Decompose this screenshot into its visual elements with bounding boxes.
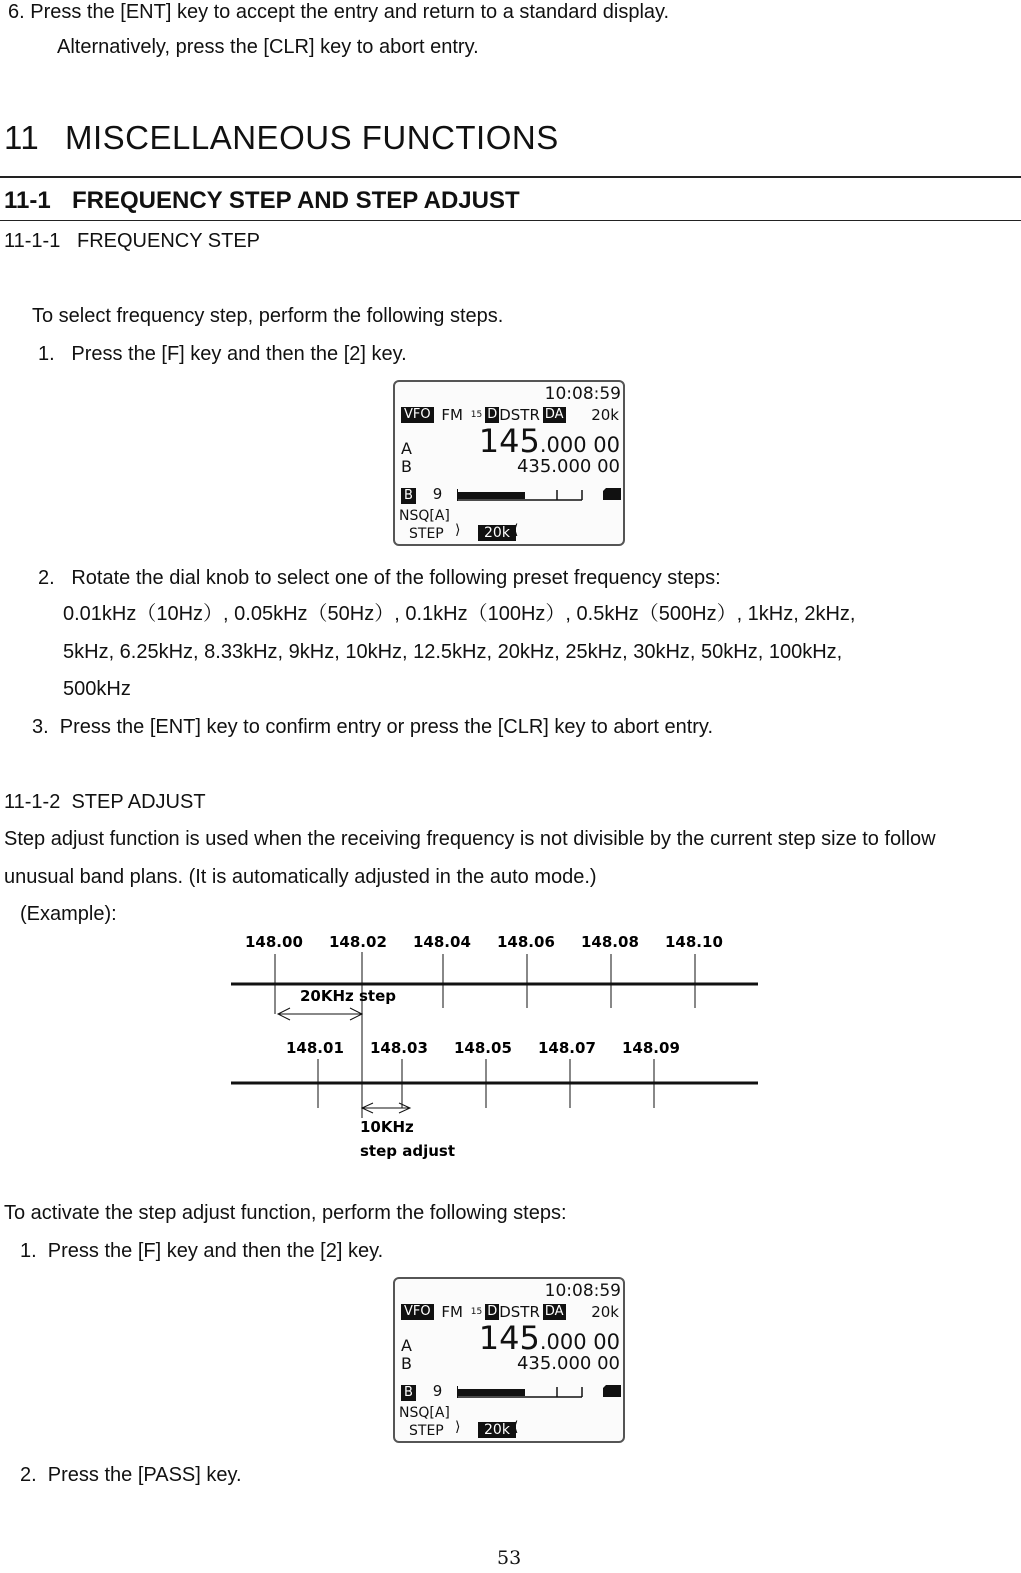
bottom-freq-label: 148.07	[538, 1039, 596, 1057]
s-meter-bar	[457, 488, 587, 502]
b-badge: B	[401, 1385, 416, 1401]
example-label: (Example):	[20, 903, 117, 925]
activate-step2: 2. Press the [PASS] key.	[20, 1464, 242, 1486]
freq-b: 435.000 00	[516, 456, 620, 477]
adjust-label-1: 10KHz	[360, 1118, 414, 1136]
s-meter-bar	[457, 1385, 587, 1399]
arrow-right-icon: ⟨	[513, 1419, 519, 1435]
sub-15: 15	[470, 1306, 483, 1317]
band-labels	[401, 440, 412, 476]
bottom-freq-label: 148.03	[370, 1039, 428, 1057]
battery-icon	[603, 1385, 621, 1397]
arrow-left-icon: ⟩	[455, 522, 461, 538]
nsq-label: NSQ[A]	[399, 1405, 450, 1421]
freq-a-dec: .000 00	[539, 433, 620, 457]
signal-value: 9	[432, 485, 443, 503]
top-freq-label: 148.02	[329, 933, 387, 951]
freq-step-2: 2. Rotate the dial knob to select one of the following preset frequency steps:	[38, 567, 721, 589]
freq-step-3: 3. Press the [ENT] key to confirm entry or press the [CLR] key to abort entry.	[32, 716, 713, 738]
intro-step6: 6. Press the [ENT] key to accept the entry and return to a standard display.	[8, 1, 670, 23]
label-a: A	[401, 1336, 412, 1355]
subsection-title: FREQUENCY STEP AND STEP ADJUST	[72, 187, 520, 214]
vfo-badge: VFO	[401, 1304, 434, 1320]
arrow-left-icon: ⟩	[455, 1419, 461, 1435]
freq-a-main: 145	[478, 1319, 540, 1357]
mode-label: FM	[441, 405, 463, 424]
section-number: 11	[4, 119, 40, 156]
top-freq-label: 148.00	[245, 933, 303, 951]
b-row	[401, 1382, 442, 1401]
top-freq-label: 148.04	[413, 933, 471, 951]
subsection-rule	[0, 220, 1021, 221]
step-list-line2: 5kHz, 6.25kHz, 8.33kHz, 9kHz, 10kHz, 12.5kHz, 20kHz, 25kHz, 30kHz, 50kHz, 100kHz,	[63, 641, 843, 663]
section-title: MISCELLANEOUS FUNCTIONS	[65, 119, 559, 156]
bottom-freq-label: 148.09	[622, 1039, 680, 1057]
step-adjust-desc2: unusual band plans. (It is automatically adjusted in the auto mode.)	[4, 866, 597, 888]
radio-display-2	[393, 1277, 625, 1443]
d-badge: D	[487, 406, 498, 422]
freq-a-main: 145	[478, 422, 540, 460]
freq-a-dec: .000 00	[539, 1330, 620, 1354]
subsection-number: 11-1	[4, 187, 51, 214]
freq-step-1: 1. Press the [F] key and then the [2] key.	[38, 343, 407, 365]
da-badge: DA	[544, 406, 564, 422]
top-freq-label: 148.08	[581, 933, 639, 951]
section-rule	[0, 176, 1021, 178]
activate-step1: 1. Press the [F] key and then the [2] key.	[20, 1240, 384, 1262]
step-label: 20KHz step	[300, 987, 397, 1005]
sub-15: 15	[470, 409, 483, 420]
top-freq-label: 148.06	[497, 933, 555, 951]
band-labels	[401, 1337, 412, 1373]
step-list-line3: 500kHz	[63, 678, 131, 700]
dstr-label: DSTR	[499, 1302, 540, 1321]
step-adjust-diagram	[228, 928, 768, 1164]
step-value: 20k	[478, 1422, 516, 1438]
step-value: 20k	[478, 525, 516, 541]
signal-value: 9	[432, 1382, 443, 1400]
clock-readout: 10:08:59	[544, 1281, 621, 1301]
step-list-line1: 0.01kHz（10Hz）, 0.05kHz（50Hz）, 0.1kHz（100Hz）, 0.5kHz（500Hz）, 1kHz, 2kHz,	[63, 603, 856, 625]
mode-row	[401, 1302, 569, 1321]
b-row	[401, 485, 442, 504]
step-adjust-heading: 11-1-2 STEP ADJUST	[4, 791, 206, 813]
step-top: 20k	[591, 1303, 619, 1321]
radio-display-1	[393, 380, 625, 546]
intro-step6-alt: Alternatively, press the [CLR] key to abort entry.	[57, 36, 479, 58]
arrow-right-icon: ⟨	[513, 522, 519, 538]
label-b: B	[401, 1354, 412, 1373]
freq-step-intro: To select frequency step, perform the following steps.	[32, 305, 504, 327]
freq-b: 435.000 00	[516, 1353, 620, 1374]
vfo-badge: VFO	[401, 407, 434, 423]
nsq-label: NSQ[A]	[399, 508, 450, 524]
label-a: A	[401, 439, 412, 458]
page-number: 53	[497, 1547, 522, 1569]
da-badge: DA	[544, 1303, 564, 1319]
mode-row	[401, 405, 569, 424]
b-badge: B	[401, 488, 416, 504]
freq-step-heading: 11-1-1 FREQUENCY STEP	[4, 230, 260, 252]
step-top: 20k	[591, 406, 619, 424]
step-label: STEP	[409, 1423, 444, 1439]
dstr-label: DSTR	[499, 405, 540, 424]
mode-label: FM	[441, 1302, 463, 1321]
step-label: STEP	[409, 526, 444, 542]
label-b: B	[401, 457, 412, 476]
top-freq-label: 148.10	[665, 933, 723, 951]
d-badge: D	[487, 1303, 498, 1319]
clock-readout: 10:08:59	[544, 384, 621, 404]
bottom-freq-label: 148.01	[286, 1039, 344, 1057]
step-adjust-desc1: Step adjust function is used when the receiving frequency is not divisible by the current step size to follow	[4, 828, 936, 850]
bottom-freq-label: 148.05	[454, 1039, 512, 1057]
adjust-label-2: step adjust	[360, 1142, 456, 1160]
activate-intro: To activate the step adjust function, perform the following steps:	[4, 1202, 567, 1224]
battery-icon	[603, 488, 621, 500]
